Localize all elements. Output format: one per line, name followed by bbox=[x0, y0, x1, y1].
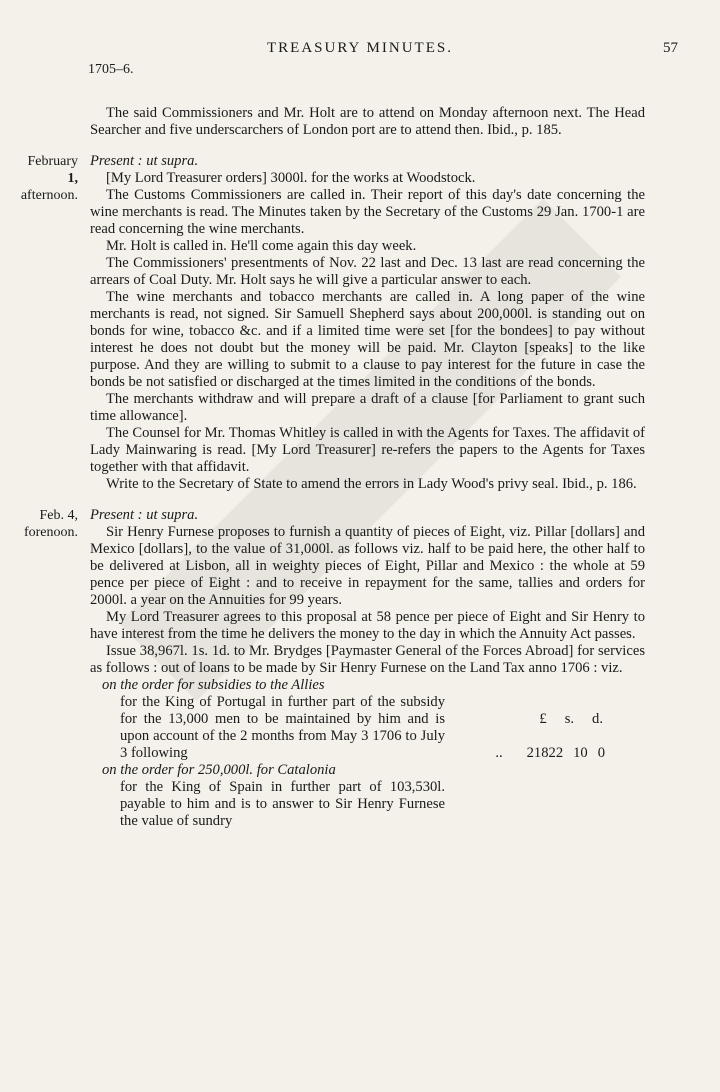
amount-pounds: 21822 bbox=[526, 745, 564, 761]
entry-feb-4 bbox=[23, 507, 645, 830]
paragraph: Sir Henry Furnese proposes to furnish a quantity of pieces of Eight, viz. Pillar [dollars] and Mexico [dollars], to the value of 31,000l. as follows viz. half to be paid here, the other half to be delivered at Lisbon, all in weighty pieces of Eight, Pillar and Mexico : the whole at 59 pence per piece of Eight : and to receive in repayment for the same, tallies and orders for 2000l. a year on the Annuities for 99 years. bbox=[90, 524, 645, 608]
money-column bbox=[445, 694, 605, 762]
date-line: 1, bbox=[67, 171, 78, 186]
entry-continued bbox=[90, 105, 645, 139]
paragraph: The wine merchants and tobacco merchants are called in. A long paper of the wine merchants is read, not signed. Sir Samuell Shepherd says about 200,000l. is standing out on bonds for wine, tobacco &c. and if a limited time were set [for the bondees] to pay without interest he does not doubt but the money will be paid. Mr. Clayton [speaks] to the like purpose. And they are willing to submit to a clause to pay interest for the future in case the bonds be not satisfied or discharged at the times limited in the conditions of the bonds. bbox=[90, 289, 645, 390]
paragraph: The said Commissioners and Mr. Holt are to attend on Monday afternoon next. The Head Searcher and five underscarchers of London port are to attend then. Ibid., p. 185. bbox=[90, 105, 645, 138]
item-description: for the King of Portugal in further part of the subsidy for the 13,000 men to be maintained by him and is upon account of the 2 months from May 3 1706 to July 3 following bbox=[120, 694, 445, 761]
paragraph: The merchants withdraw and will prepare a draft of a clause [for Parliament to grant such time allowance]. bbox=[90, 391, 645, 424]
order-heading: on the order for 250,000l. for Catalonia bbox=[102, 762, 336, 778]
order-heading: on the order for subsidies to the Allies bbox=[102, 677, 325, 693]
shillings-symbol: s. bbox=[564, 711, 575, 727]
paragraph: The Commissioners' presentments of Nov. 22 last and Dec. 13 last are read concerning the arrears of Coal Duty. Mr. Holt says he will give a particular answer to each. bbox=[90, 255, 645, 288]
date-note bbox=[0, 507, 78, 541]
amount-pence: 0 bbox=[597, 745, 605, 761]
paragraph: [My Lord Treasurer orders] 3000l. for the works at Woodstock. bbox=[106, 170, 476, 186]
paragraph: Issue 38,967l. 1s. 1d. to Mr. Brydges [Paymaster General of the Forces Abroad] for services as follows : out of loans to be made by Sir Henry Furnese on the Land Tax anno 1706 : viz. bbox=[90, 643, 645, 676]
paragraph: The Counsel for Mr. Thomas Whitley is called in with the Agents for Taxes. The affidavit of Lady Mainwaring is read. [My Lord Treasurer] re-refers the papers to the Agents for Taxes together with that affidavit. bbox=[90, 425, 645, 475]
paragraph: Write to the Secretary of State to amend the errors in Lady Wood's privy seal. Ibid., p. 186. bbox=[106, 476, 637, 492]
date-note bbox=[0, 153, 78, 204]
year-note: 1705–6. bbox=[88, 62, 134, 77]
pounds-symbol: £ bbox=[539, 711, 547, 727]
present-line: Present : ut supra. bbox=[90, 153, 199, 169]
leaders: .. bbox=[495, 745, 503, 761]
running-head bbox=[0, 40, 720, 77]
account-item bbox=[90, 779, 645, 830]
amount-shillings: 10 bbox=[573, 745, 588, 761]
pence-symbol: d. bbox=[592, 711, 603, 727]
amount bbox=[495, 745, 605, 762]
paragraph: The Customs Commissioners are called in. Their report of this day's date concerning the wine merchants is read. The Minutes taken by the Secretary of the Customs 29 Jan. 1700-1 are read concerning the wine merchants. bbox=[90, 187, 645, 237]
account-item bbox=[90, 694, 645, 762]
item-description: for the King of Spain in further part of 103,530l. payable to him and is to answer to Sir Henry Furnese the value of sundry bbox=[120, 779, 445, 829]
entry-feb-1 bbox=[20, 153, 645, 493]
lsd-header bbox=[539, 711, 605, 728]
date-line: Feb. 4, bbox=[39, 508, 78, 523]
text-body bbox=[20, 105, 645, 830]
page-number: 57 bbox=[663, 40, 678, 56]
paragraph: Mr. Holt is called in. He'll come again this day week. bbox=[106, 238, 417, 254]
date-line: afternoon. bbox=[20, 188, 78, 203]
page-title: TREASURY MINUTES. bbox=[267, 40, 453, 56]
paragraph: My Lord Treasurer agrees to this proposal at 58 pence per piece of Eight and Sir Henry to have interest from the time he delivers the money to the day in which the Annuity Act passes. bbox=[90, 609, 645, 642]
date-line: forenoon. bbox=[23, 525, 78, 540]
date-line: February bbox=[27, 154, 78, 169]
present-line: Present : ut supra. bbox=[90, 507, 199, 523]
